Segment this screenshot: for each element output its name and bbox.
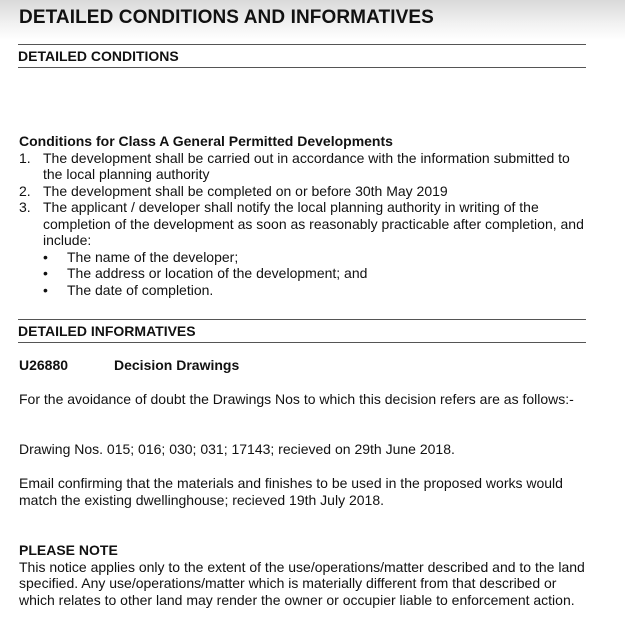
list-item-text: The address or location of the development; and — [67, 265, 368, 281]
bullet-icon: • — [43, 248, 48, 265]
condition-item — [19, 199, 589, 249]
please-note-text: This notice applies only to the extent of the use/operations/matter described and to the land specified. Any use/operations/matter which is materially different from that described or which relates to other land may render the owner or occupier liable to enforcement action. — [19, 558, 585, 608]
informative-paragraph-3 — [19, 475, 589, 508]
condition-item — [19, 183, 589, 200]
paragraph-text: For the avoidance of doubt the Drawings Nos to which this decision refers are as follows:- — [19, 391, 574, 407]
list-item-text: The name of the developer; — [67, 248, 239, 265]
condition-number: 1. — [19, 149, 31, 166]
condition-text: The applicant / developer shall notify the local planning authority in writing of the completion of the development as soon as reasonably practicable after completion, and include: — [43, 199, 584, 248]
informative-paragraph-2 — [19, 441, 589, 458]
condition-number: 2. — [19, 182, 31, 199]
list-item — [19, 249, 589, 266]
informative-code: U26880 — [19, 357, 69, 373]
informative-paragraph-1 — [19, 391, 589, 408]
document-title: DETAILED CONDITIONS AND INFORMATIVES — [19, 7, 434, 28]
conditions-section-header: DETAILED CONDITIONS — [18, 44, 586, 68]
conditions-list — [19, 150, 589, 249]
bullet-icon: • — [43, 281, 48, 298]
paragraph-text: Drawing Nos. 015; 016; 030; 031; 17143; recieved on 29th June 2018. — [19, 441, 455, 457]
conditions-subtitle: Conditions for Class A General Permitted Developments — [19, 133, 393, 149]
informatives-section-header: DETAILED INFORMATIVES — [18, 319, 586, 343]
condition-number: 3. — [19, 199, 31, 215]
bullet-icon: • — [43, 265, 48, 281]
paragraph-text: Email confirming that the materials and finishes to be used in the proposed works would match the existing dwellinghouse; recieved 19th July 2018. — [19, 475, 563, 508]
please-note-heading: PLEASE NOTE — [19, 542, 118, 558]
condition-item — [19, 150, 589, 183]
completion-details-list — [19, 249, 589, 299]
list-item-text: The date of completion. — [67, 281, 214, 298]
list-item — [19, 265, 589, 282]
conditions-block — [19, 133, 589, 298]
condition-text: The development shall be completed on or before 30th May 2019 — [43, 182, 448, 199]
condition-text: The development shall be carried out in accordance with the information submitted to the local planning authority — [43, 149, 570, 182]
informative-title: Decision Drawings — [114, 357, 240, 373]
list-item — [19, 282, 589, 299]
please-note-block — [19, 542, 589, 608]
